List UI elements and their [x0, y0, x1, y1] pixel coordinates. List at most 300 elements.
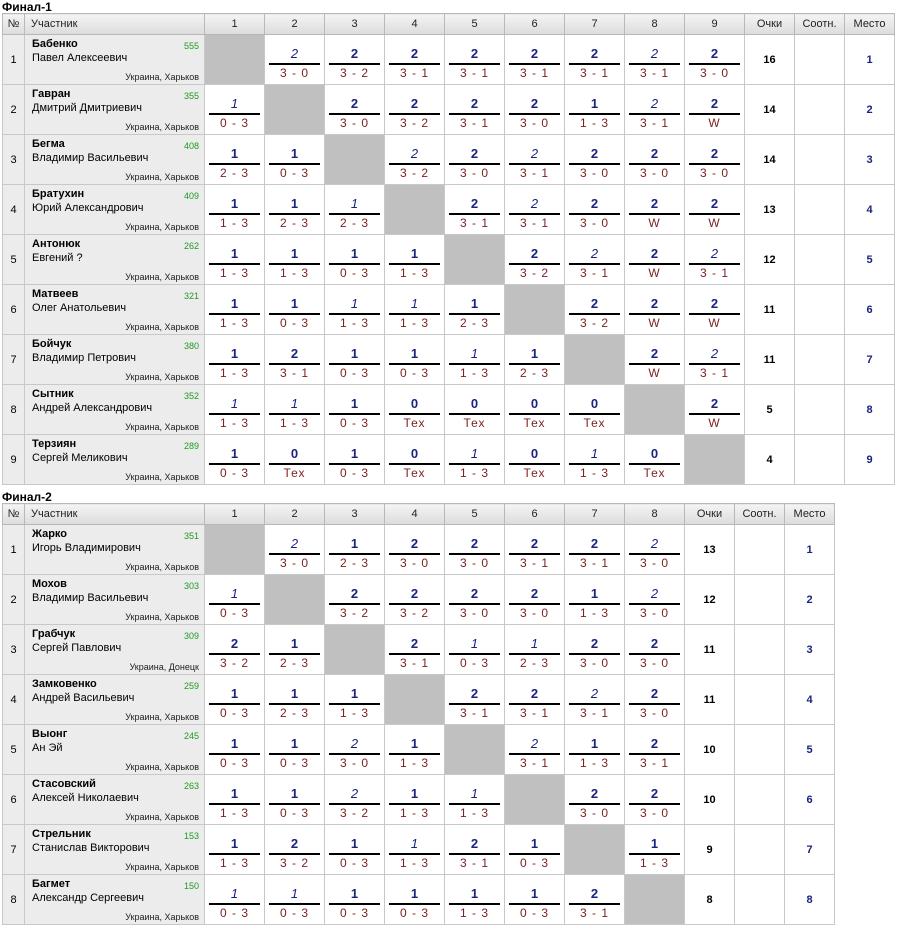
player-row — [3, 35, 895, 85]
game-score: 2 — [590, 295, 599, 311]
game-score: 2 — [470, 585, 479, 601]
game-score: 2 — [650, 245, 659, 261]
game-score: 2 — [650, 195, 659, 211]
game-result: 3 - 1 — [279, 365, 309, 380]
header-opponent-2: 2 — [265, 504, 325, 525]
game-cell — [265, 235, 325, 285]
game-divider — [329, 753, 380, 755]
game-cell — [205, 825, 265, 875]
game-divider — [689, 213, 740, 215]
game-result: 3 - 1 — [459, 215, 489, 230]
player-lastname: Матвеев — [32, 288, 79, 300]
ratio-cell — [795, 285, 845, 335]
game-cell — [505, 135, 565, 185]
player-firstname: Андрей Александрович — [32, 402, 153, 414]
game-cell — [265, 675, 325, 725]
game-cell — [565, 625, 625, 675]
player-rating: 309 — [183, 631, 199, 641]
ratio-cell — [735, 875, 785, 925]
game-result: 3 - 0 — [699, 65, 729, 80]
self-cell — [625, 385, 685, 435]
game-divider — [509, 603, 560, 605]
game-result: 3 - 0 — [639, 805, 669, 820]
game-cell — [565, 85, 625, 135]
game-score: 0 — [410, 395, 419, 411]
game-divider — [629, 113, 680, 115]
self-cell — [325, 625, 385, 675]
game-divider — [269, 803, 320, 805]
row-number: 1 — [3, 525, 25, 575]
points-cell: 10 — [685, 775, 735, 825]
game-cell — [205, 385, 265, 435]
game-score: 1 — [350, 835, 359, 851]
game-result: 3 - 0 — [639, 605, 669, 620]
game-score: 1 — [410, 295, 419, 311]
game-result: 1 - 3 — [639, 855, 669, 870]
place-cell: 7 — [845, 335, 895, 385]
points-cell: 11 — [685, 675, 735, 725]
ratio-cell — [795, 435, 845, 485]
game-score: 2 — [530, 735, 539, 751]
game-divider — [509, 63, 560, 65]
game-score: 1 — [290, 295, 299, 311]
game-result: 3 - 1 — [639, 65, 669, 80]
game-result: 0 - 3 — [219, 115, 249, 130]
game-divider — [689, 63, 740, 65]
game-result: 3 - 0 — [639, 555, 669, 570]
game-divider — [509, 553, 560, 555]
game-divider — [449, 313, 500, 315]
player-lastname: Жарко — [32, 528, 67, 540]
game-score: 2 — [470, 685, 479, 701]
game-divider — [569, 413, 620, 415]
game-cell — [445, 385, 505, 435]
game-divider — [569, 903, 620, 905]
header-ratio: Соотн. — [735, 504, 785, 525]
player-lastname: Выонг — [32, 728, 68, 740]
game-score: 1 — [290, 885, 299, 901]
game-cell — [205, 675, 265, 725]
player-rating: 245 — [183, 731, 199, 741]
game-cell — [625, 35, 685, 85]
game-result: 3 - 1 — [579, 265, 609, 280]
game-score: 2 — [230, 635, 239, 651]
player-firstname: Юрий Александрович — [32, 202, 144, 214]
game-cell — [565, 185, 625, 235]
game-result: Тех — [403, 465, 426, 480]
game-cell — [505, 625, 565, 675]
player-city: Украина, Харьков — [125, 372, 199, 382]
game-cell — [265, 625, 325, 675]
game-divider — [569, 213, 620, 215]
game-divider — [329, 213, 380, 215]
header-opponent-4: 4 — [385, 504, 445, 525]
game-result: 1 - 3 — [579, 465, 609, 480]
game-cell — [385, 575, 445, 625]
game-divider — [269, 903, 320, 905]
game-divider — [509, 163, 560, 165]
points-cell: 4 — [745, 435, 795, 485]
game-divider — [689, 163, 740, 165]
game-cell — [685, 235, 745, 285]
game-divider — [389, 653, 440, 655]
game-cell — [325, 775, 385, 825]
game-cell — [565, 875, 625, 925]
player-firstname: Станислав Викторович — [32, 842, 150, 854]
game-divider — [509, 463, 560, 465]
game-divider — [389, 163, 440, 165]
game-result: 3 - 0 — [339, 755, 369, 770]
game-cell — [205, 185, 265, 235]
game-score: 1 — [350, 445, 359, 461]
game-cell — [205, 135, 265, 185]
game-result: 3 - 1 — [459, 855, 489, 870]
game-result: 3 - 1 — [459, 705, 489, 720]
player-cell — [25, 825, 205, 875]
game-score: 2 — [530, 585, 539, 601]
game-score: 1 — [290, 685, 299, 701]
game-cell — [505, 435, 565, 485]
game-result: 3 - 0 — [579, 655, 609, 670]
game-cell — [205, 625, 265, 675]
game-divider — [689, 413, 740, 415]
game-score: 1 — [230, 585, 239, 601]
game-score: 0 — [290, 445, 299, 461]
player-city: Украина, Харьков — [125, 322, 199, 332]
game-cell — [325, 85, 385, 135]
game-score: 2 — [470, 45, 479, 61]
self-cell — [505, 285, 565, 335]
game-score: 1 — [530, 835, 539, 851]
game-divider — [389, 903, 440, 905]
row-number: 6 — [3, 775, 25, 825]
game-cell — [385, 525, 445, 575]
game-divider — [209, 463, 260, 465]
player-row — [3, 575, 835, 625]
game-result: Тех — [583, 415, 606, 430]
game-cell — [265, 385, 325, 435]
game-cell — [685, 385, 745, 435]
game-result: 1 - 3 — [219, 265, 249, 280]
game-result: 0 - 3 — [279, 165, 309, 180]
game-result: 2 - 3 — [279, 705, 309, 720]
game-divider — [389, 263, 440, 265]
points-cell: 9 — [685, 825, 735, 875]
row-number: 4 — [3, 675, 25, 725]
game-divider — [329, 363, 380, 365]
player-row — [3, 775, 835, 825]
player-row — [3, 335, 895, 385]
game-divider — [209, 853, 260, 855]
player-rating: 409 — [183, 191, 199, 201]
game-cell — [205, 235, 265, 285]
game-result: 0 - 3 — [519, 905, 549, 920]
player-lastname: Сытник — [32, 388, 74, 400]
game-result: 3 - 1 — [579, 65, 609, 80]
row-number: 8 — [3, 385, 25, 435]
player-city: Украина, Харьков — [125, 172, 199, 182]
player-firstname: Андрей Васильевич — [32, 692, 135, 704]
game-cell — [625, 525, 685, 575]
game-cell — [505, 235, 565, 285]
header-points: Очки — [685, 504, 735, 525]
game-score: 1 — [590, 445, 599, 461]
player-city: Украина, Харьков — [125, 712, 199, 722]
game-cell — [385, 875, 445, 925]
header-ratio: Соотн. — [795, 14, 845, 35]
game-cell — [325, 675, 385, 725]
player-rating: 150 — [183, 881, 199, 891]
game-divider — [629, 163, 680, 165]
game-score: 1 — [410, 245, 419, 261]
game-divider — [389, 63, 440, 65]
points-cell: 12 — [745, 235, 795, 285]
game-result: 1 - 3 — [399, 315, 429, 330]
game-divider — [689, 313, 740, 315]
player-row — [3, 185, 895, 235]
game-divider — [509, 853, 560, 855]
game-divider — [689, 263, 740, 265]
row-number: 3 — [3, 625, 25, 675]
game-divider — [449, 653, 500, 655]
game-cell — [205, 85, 265, 135]
game-result: 0 - 3 — [399, 365, 429, 380]
game-divider — [629, 263, 680, 265]
game-result: 3 - 1 — [699, 365, 729, 380]
game-cell — [385, 725, 445, 775]
game-divider — [509, 653, 560, 655]
game-score: 1 — [230, 735, 239, 751]
game-cell — [325, 285, 385, 335]
game-result: 3 - 1 — [459, 115, 489, 130]
game-divider — [389, 413, 440, 415]
game-score: 2 — [530, 535, 539, 551]
game-cell — [505, 875, 565, 925]
game-result: 3 - 1 — [699, 265, 729, 280]
player-cell — [25, 35, 205, 85]
game-result: 0 - 3 — [219, 705, 249, 720]
game-score: 1 — [590, 585, 599, 601]
player-row — [3, 825, 835, 875]
game-divider — [209, 753, 260, 755]
game-cell — [325, 525, 385, 575]
game-cell — [505, 385, 565, 435]
game-cell — [625, 185, 685, 235]
game-result: 3 - 1 — [519, 65, 549, 80]
game-cell — [445, 135, 505, 185]
player-cell — [25, 235, 205, 285]
game-cell — [445, 575, 505, 625]
game-cell — [445, 825, 505, 875]
self-cell — [205, 525, 265, 575]
game-divider — [329, 413, 380, 415]
game-divider — [329, 603, 380, 605]
game-score: 1 — [290, 635, 299, 651]
place-cell: 2 — [785, 575, 835, 625]
game-result: 1 - 3 — [399, 265, 429, 280]
game-result: 1 - 3 — [219, 365, 249, 380]
game-score: 2 — [590, 785, 599, 801]
game-result: Тех — [523, 415, 546, 430]
player-row — [3, 525, 835, 575]
game-score: 2 — [650, 585, 659, 601]
ratio-cell — [735, 575, 785, 625]
row-number: 2 — [3, 85, 25, 135]
game-result: 1 - 3 — [279, 415, 309, 430]
game-score: 2 — [290, 835, 299, 851]
game-divider — [389, 753, 440, 755]
game-score: 1 — [410, 885, 419, 901]
game-cell — [265, 435, 325, 485]
game-cell — [325, 875, 385, 925]
player-lastname: Бегма — [32, 138, 65, 150]
game-divider — [209, 163, 260, 165]
game-score: 1 — [230, 245, 239, 261]
game-divider — [449, 363, 500, 365]
game-cell — [445, 185, 505, 235]
player-lastname: Бойчук — [32, 338, 72, 350]
results-table — [2, 13, 895, 485]
game-score: 2 — [470, 145, 479, 161]
player-firstname: Сергей Павлович — [32, 642, 122, 654]
game-score: 2 — [530, 245, 539, 261]
game-cell — [625, 625, 685, 675]
game-result: 0 - 3 — [339, 365, 369, 380]
game-divider — [569, 603, 620, 605]
game-divider — [269, 653, 320, 655]
game-cell — [325, 35, 385, 85]
player-city: Украина, Харьков — [125, 72, 199, 82]
player-cell — [25, 185, 205, 235]
row-number: 1 — [3, 35, 25, 85]
player-cell — [25, 525, 205, 575]
points-cell: 5 — [745, 385, 795, 435]
game-cell — [685, 185, 745, 235]
game-result: 1 - 3 — [399, 755, 429, 770]
player-rating: 408 — [183, 141, 199, 151]
game-score: 2 — [470, 95, 479, 111]
game-result: 0 - 3 — [519, 855, 549, 870]
game-result: 3 - 0 — [699, 165, 729, 180]
game-result: 1 - 3 — [399, 805, 429, 820]
game-divider — [269, 363, 320, 365]
results-table — [2, 503, 835, 925]
game-result: 3 - 0 — [339, 115, 369, 130]
player-rating: 321 — [183, 291, 199, 301]
player-firstname: Игорь Владимирович — [32, 542, 141, 554]
game-score: 2 — [350, 785, 359, 801]
game-result: 2 - 3 — [339, 215, 369, 230]
game-divider — [569, 113, 620, 115]
game-divider — [209, 113, 260, 115]
player-firstname: Владимир Васильевич — [32, 152, 149, 164]
game-divider — [329, 313, 380, 315]
game-result: 1 - 3 — [459, 365, 489, 380]
game-divider — [569, 163, 620, 165]
game-score: 1 — [290, 245, 299, 261]
player-row — [3, 285, 895, 335]
game-result: 0 - 3 — [219, 605, 249, 620]
game-result: 2 - 3 — [519, 655, 549, 670]
place-cell: 8 — [845, 385, 895, 435]
game-cell — [205, 575, 265, 625]
game-result: 3 - 0 — [459, 605, 489, 620]
game-score: 2 — [470, 835, 479, 851]
game-score: 1 — [590, 735, 599, 751]
game-result: 2 - 3 — [219, 165, 249, 180]
game-score: 2 — [290, 535, 299, 551]
row-number: 8 — [3, 875, 25, 925]
game-result: 3 - 2 — [339, 65, 369, 80]
game-cell — [565, 135, 625, 185]
self-cell — [205, 35, 265, 85]
game-cell — [265, 135, 325, 185]
game-divider — [449, 553, 500, 555]
game-score: 1 — [290, 395, 299, 411]
place-cell: 1 — [845, 35, 895, 85]
game-cell — [565, 575, 625, 625]
game-divider — [269, 63, 320, 65]
game-result: 3 - 0 — [459, 165, 489, 180]
game-result: 1 - 3 — [399, 855, 429, 870]
game-result: 3 - 0 — [579, 805, 609, 820]
player-row — [3, 435, 895, 485]
game-score: 1 — [290, 735, 299, 751]
game-score: 1 — [230, 445, 239, 461]
game-result: 0 - 3 — [339, 905, 369, 920]
points-cell: 11 — [745, 285, 795, 335]
game-score: 2 — [590, 535, 599, 551]
game-score: 1 — [230, 345, 239, 361]
game-score: 2 — [710, 295, 719, 311]
game-result: 1 - 3 — [459, 905, 489, 920]
player-city: Украина, Донецк — [129, 662, 199, 672]
game-score: 1 — [470, 885, 479, 901]
header-row — [3, 14, 895, 35]
game-divider — [329, 853, 380, 855]
game-result: 3 - 0 — [519, 605, 549, 620]
game-cell — [265, 35, 325, 85]
row-number: 2 — [3, 575, 25, 625]
self-cell — [505, 775, 565, 825]
game-cell — [505, 335, 565, 385]
game-score: 1 — [470, 445, 479, 461]
game-divider — [449, 703, 500, 705]
place-cell: 6 — [785, 775, 835, 825]
game-score: 1 — [230, 835, 239, 851]
game-result: 0 - 3 — [219, 905, 249, 920]
game-divider — [449, 903, 500, 905]
game-score: 2 — [650, 345, 659, 361]
game-cell — [205, 285, 265, 335]
game-result: 0 - 3 — [339, 265, 369, 280]
header-opponent-4: 4 — [385, 14, 445, 35]
player-rating: 263 — [183, 781, 199, 791]
game-divider — [389, 363, 440, 365]
game-result: 3 - 1 — [519, 705, 549, 720]
game-divider — [569, 463, 620, 465]
ratio-cell — [735, 725, 785, 775]
row-number: 5 — [3, 725, 25, 775]
game-result: 3 - 2 — [399, 165, 429, 180]
game-cell — [565, 675, 625, 725]
game-divider — [329, 553, 380, 555]
header-opponent-3: 3 — [325, 504, 385, 525]
game-cell — [265, 185, 325, 235]
game-result: 0 - 3 — [279, 905, 309, 920]
self-cell — [445, 235, 505, 285]
game-result: 2 - 3 — [339, 555, 369, 570]
